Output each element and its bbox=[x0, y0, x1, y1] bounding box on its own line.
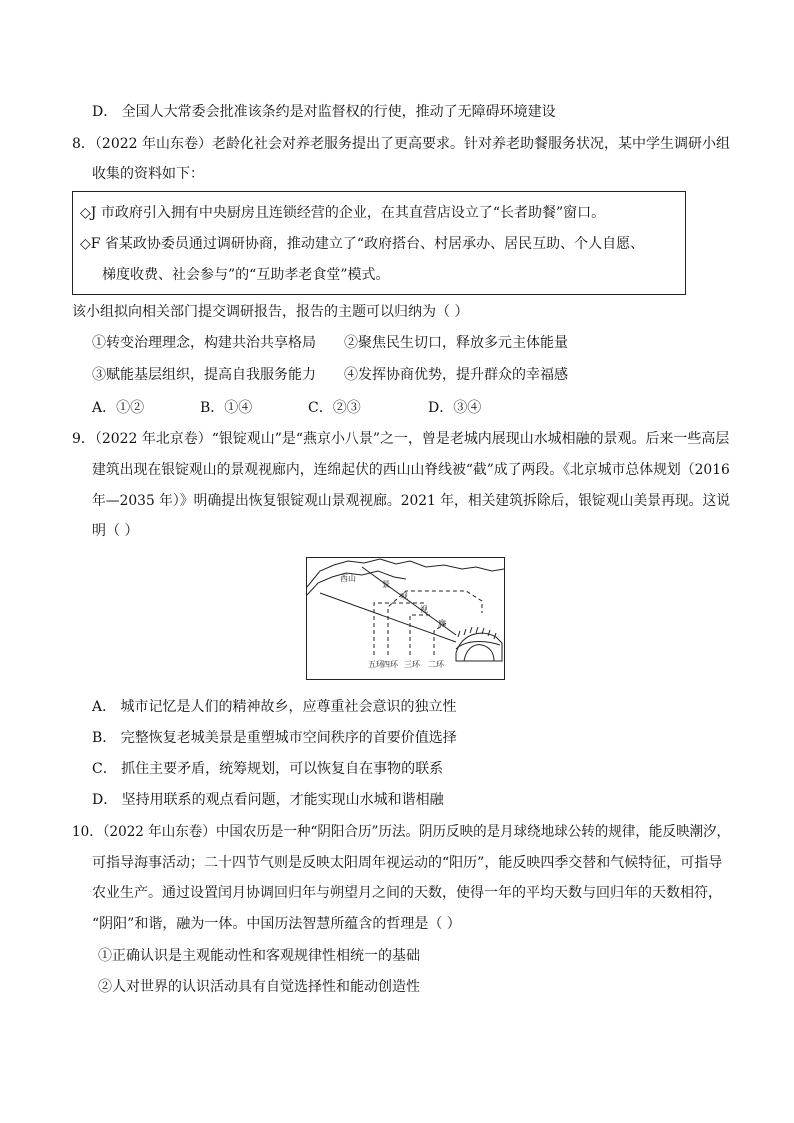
q8-question: 该小组拟向相关部门提交调研报告，报告的主题可以归纳为（ ） bbox=[72, 304, 469, 320]
q9-option-d: D． 坚持用联系的观点看问题，才能实现山水城和谐相融 bbox=[92, 792, 444, 808]
q10-stem-line3: 农业生产。通过设置闰月协调回归年与朔望月之间的天数，使得一年的平均天数与回归年的天数相符， bbox=[92, 885, 722, 901]
q10-stem-line2: 可指导海事活动；二十四节气则是反映太阳周年视运动的“阳历”，能反映四季交替和气候特征，可指导 bbox=[92, 855, 723, 871]
q8-material-line1: ◇J 市政府引入拥有中央厨房且连锁经营的企业，在其直营店设立了“长者助餐”窗口。 bbox=[80, 205, 606, 221]
q8-option-a: A．①② bbox=[92, 400, 145, 416]
q9-stem-line4: 明（ ） bbox=[92, 523, 139, 539]
q10-item-2: ②人对世界的认识活动具有自觉选择性和能动创造性 bbox=[98, 979, 420, 995]
landscape-corridor-diagram bbox=[306, 557, 505, 680]
label-corridor-jing: 景 bbox=[382, 580, 390, 589]
q8-option-d: D．③④ bbox=[428, 400, 482, 416]
q9-option-a: A． 城市记忆是人们的精神故乡，应尊重社会意识的独立性 bbox=[92, 699, 457, 715]
label-ring-3: 三环 bbox=[404, 660, 420, 669]
label-ring-4: 四环 bbox=[382, 660, 398, 669]
prev-question-option-d: D． 全国人大常委会批准该条约是对监督权的行使，推动了无障碍环境建设 bbox=[92, 104, 556, 120]
q9-stem-line2: 建筑出现在银锭观山的景观视廊内，连绵起伏的西山山脊线被“截”成了两段。《北京城市总体规划（2016 bbox=[92, 462, 730, 478]
q9-option-c: C． 抓住主要矛盾，统筹规划，可以恢复自在事物的联系 bbox=[92, 761, 444, 777]
q9-stem-line1: 9．（2022 年北京卷）“银锭观山”是“燕京小八景”之一，曾是老城内展现山水城相融的景观。后来一些高层 bbox=[72, 431, 730, 447]
q9-stem-line3: 年—2035 年）》明确提出恢复银锭观山景观视廊。2021 年，相关建筑拆除后，银锭观山美景再现。这说 bbox=[92, 493, 731, 509]
q8-item-2: ②聚焦民生切口，释放多元主体能量 bbox=[344, 335, 568, 351]
q10-item-1: ①正确认识是主观能动性和客观规律性相统一的基础 bbox=[98, 948, 420, 964]
q8-option-b: B．①④ bbox=[200, 400, 253, 416]
q10-stem-line4: “阴阳”和谐，融为一体。中国历法智慧所蕴含的哲理是（ ） bbox=[92, 916, 461, 932]
label-ring-2: 二环 bbox=[428, 660, 444, 669]
label-ring-5: 五环 bbox=[368, 660, 384, 669]
q10-stem-line1: 10．（2022 年山东卷）中国农历是一种“阴阳合历”历法。阴历反映的是月球绕地球公转的规律，能反映潮汐， bbox=[72, 824, 731, 840]
label-corridor-guan: 观 bbox=[400, 592, 408, 601]
label-corridor-shi: 视 bbox=[420, 605, 428, 614]
q8-option-c: C．②③ bbox=[308, 400, 361, 416]
q8-item-3: ③赋能基层组织，提高自我服务能力 bbox=[92, 367, 316, 383]
label-corridor-lang: 廊 bbox=[438, 619, 446, 628]
q9-option-b: B． 完整恢复老城美景是重塑城市空间秩序的首要价值选择 bbox=[92, 730, 457, 746]
q8-item-1: ①转变治理理念，构建共治共享格局 bbox=[92, 335, 316, 351]
q8-material-line3: 梯度收费、社会参与”的“互助孝老食堂”模式。 bbox=[102, 267, 390, 283]
q8-stem-line2: 收集的资料如下： bbox=[92, 166, 204, 182]
q8-stem-line1: 8．（2022 年山东卷）老龄化社会对养老服务提出了更高要求。针对养老助餐服务状况，某中学生调研小组 bbox=[72, 136, 730, 152]
q8-material-line2: ◇F 省某政协委员通过调研协商，推动建立了“政府搭台、村居承办、居民互助、个人自愿、 bbox=[80, 236, 645, 252]
q8-item-4: ④发挥协商优势，提升群众的幸福感 bbox=[344, 367, 568, 383]
label-xishan: 西山 bbox=[340, 574, 356, 583]
